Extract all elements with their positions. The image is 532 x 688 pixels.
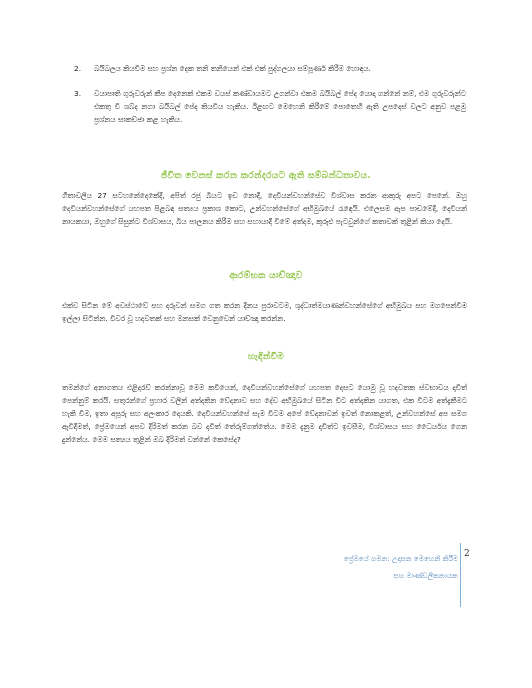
footer-title-line-1: ප්‍රේමයේ ගමන: උදාසන මෙහෙනි කිරීම xyxy=(343,554,458,563)
list-number: 2. xyxy=(74,64,82,73)
list-item-text: වයාපෘති ගුරුවරුන් කීප දෙනෙක් එකම වයස් කණ්ඩායමට උගන්වා එකම බයිබල් පේද යොදා ගන්නේ නම්, එම ගුරුවරුන්ට එකතු වී ශබ්ද නගා බයිබල් පේද කියවිය හැකිය. ඊළඟට මෙහෙනි කිරීමේ පොතෙහි ඇති උපදෙස් වලට අනුව පළමු ප්‍රශ්නය සාකච්ඡා කළ හැකිය. xyxy=(94,89,466,124)
section-body-introduction: තමන්ගේ අනාගතය එළිදරව් කරන්නාවූ මෙම කවියෙන්, දෙවියන්වහන්සේගේ යහපත දෙසට යොමු වූ හදවතක ස්වභාවය දාවිත් පෙන්නුම් කරයි. සතුරන්ගේ ප්‍රහාර වලින් අත්දකින වේදනාව සහ දේව අභිමුඛයේ සිටින විට අත්දකින යාගත, එක විටම අත්දැකීමට හැකි වීම, ඉතා අපූරු සහ අලංකාර දෙයකි. දෙවියන්වහන්සේ සැම විටම අපේ වේදනාවන් ඉවත් නොකළත්, උන්වහන්සේ අප සමග ඇවිදීමත්, ප්‍රේමයෙන් අපව දිරිමත් කරන බව දාවිත් තේරුම්ගත්තේය. මෙම දැනුම දාවිත්ට ඉවසීම, විශ්වාසය සහ ධෛර්යය ගෙන දුන්නේය. මෙම සත්‍යය තුළින් ඔබ දිරිමත් වන්නේ කෙසේද? xyxy=(62,383,467,444)
footer-title-line-2: සහ මාණ්ඩලිකනායක xyxy=(393,571,458,580)
list-item-3 xyxy=(74,87,466,126)
page-number: 2 xyxy=(464,549,470,559)
section-heading-connection: ජීවිත වෙනස් කරන කරන්දරයට ඇති සම්බන්ධතාවය. xyxy=(160,170,372,181)
footer-divider xyxy=(460,543,461,607)
section-body-opening-prayer: එක්ව සිටින මේ අවස්ථාවේ සහ දරුවන් සමග ගත කරන දිනය පුරාවටම, ශුද්ධාත්මයාණන්වහන්සේගේ අභිමුඛය සහ මගපෙන්වීම ඉල්ලා සිටින්න. විවර වූ හදවතක් සහ මනසක් වෙනුවෙන් යාච්ඤා කරන්න. xyxy=(62,301,467,323)
list-item-text: බයිබලය කියවීම සහ ප්‍රශ්න දෙක තනි තනියෙන් එක් එක් පුද්ගලයා සම්පූර්ණ කිරීම හොඳය. xyxy=(94,64,371,73)
section-body-connection: ගීතාවලිය 27 සටහනේදෙකේදී, අපිත් රජු බියට ඉඩ නොදී, දෙවියන්වහන්සේව විශ්වාස කරන ආකුරු අපට පෙනේ. ඔහු දෙවියන්වහන්සේගේ යහපත පිළබඳ සත්‍යය ප්‍රකාශ කොට, උන්වහන්සේගේ අභිමුඛයේ රැඳෙයි. එලෙසම ඇප පාඩමේදී, දෙවියන් නායකයා, ඔහුගේ සිසුන්ට විශ්වාසය, බිය පාලනය කිරීම සහ සහායාදී වීමේ අත්දම, කුරුළු පැටවුන්ගේ කතාවක් තුළින් කියා දෙයි. xyxy=(62,191,467,226)
list-number: 3. xyxy=(74,89,82,98)
page-footer xyxy=(300,550,458,584)
section-heading-introduction: හැඳින්වීම xyxy=(247,351,285,362)
section-heading-opening-prayer: ආරම්භක යාච්ඤාව xyxy=(229,270,303,281)
list-item-2 xyxy=(74,62,466,75)
